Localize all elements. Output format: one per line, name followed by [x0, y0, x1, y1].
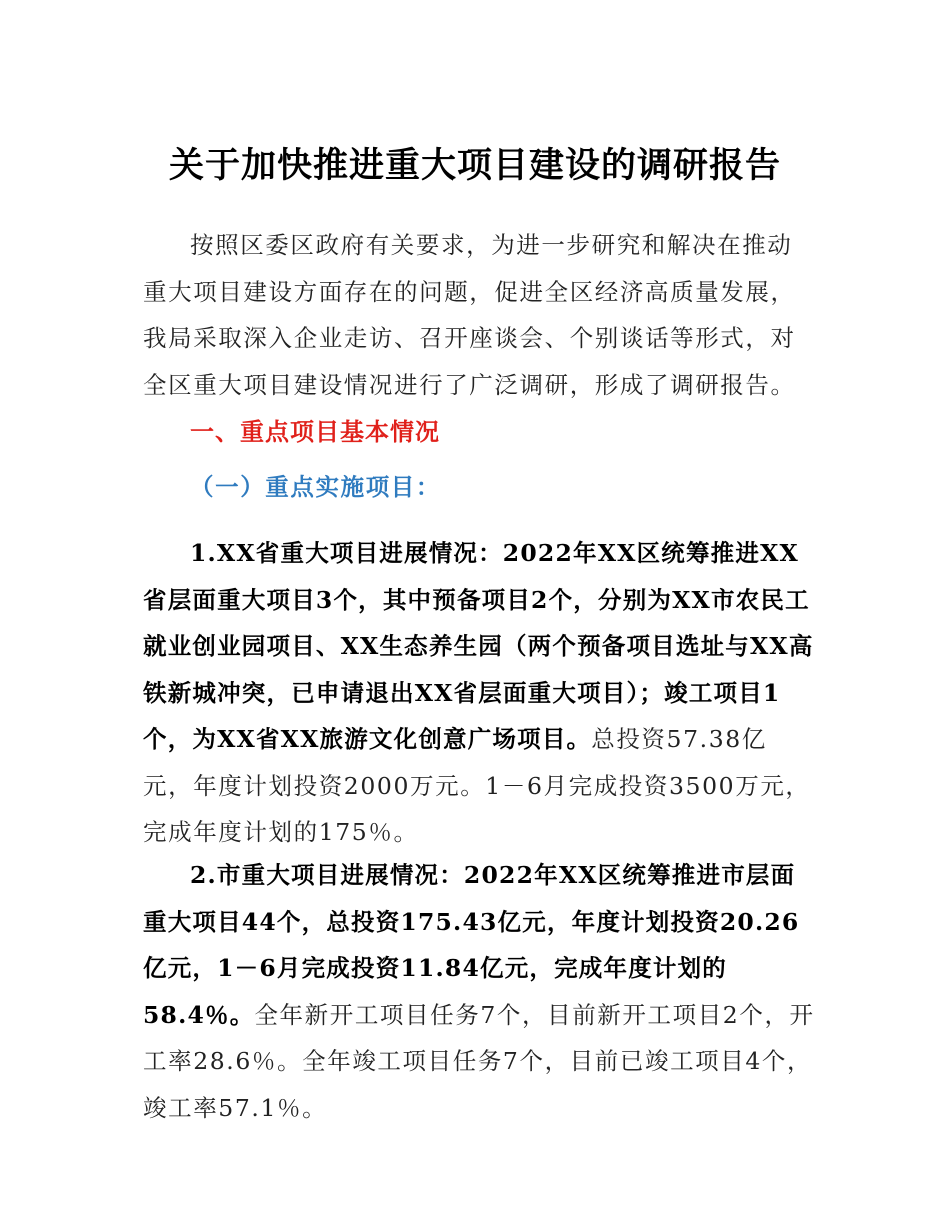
provincial-projects-summary: 1.XX省重大项目进展情况：2022年XX区统筹推进XX省层面重大项目3个，其中预备项目2个，分别为XX市农民工就业创业园项目、XX生态养生园（两个预备项目选址与XX高铁新城冲突，已申请退出XX省层面重大项目）；竣工项目1个，为XX省XX旅游文化创意广场项目。 — [143, 539, 814, 753]
city-projects-progress: 全年新开工项目任务7个，目前新开工项目2个，开工率28.6％。全年竣工项目任务7个，目前已竣工项目4个，竣工率57.1％。 — [143, 1000, 815, 1122]
provincial-projects-investment: 总投资57.38亿元，年度计划投资2000万元。1－6月完成投资3500万元，完成年度计划的175％。 — [143, 725, 811, 846]
city-projects-summary: 2.市重大项目进展情况：2022年XX区统筹推进市层面重大项目44个，总投资175.43亿元，年度计划投资20.26亿元，1－6月完成投资11.84亿元，完成年度计划的58.4％。 — [143, 861, 800, 1029]
subsection-heading-key-projects: （一）重点实施项目： — [190, 473, 441, 501]
document-title: 关于加快推进重大项目建设的调研报告 — [168, 145, 781, 186]
section-heading-basic-situation: 一、重点项目基本情况 — [190, 417, 440, 446]
paragraph-provincial-projects — [143, 530, 815, 856]
intro-paragraph: 按照区委区政府有关要求，为进一步研究和解决在推动重大项目建设方面存在的问题，促进全区经济高质量发展，我局采取深入企业走访、召开座谈会、个别谈话等形式，对全区重大项目建设情况进行了广泛调研，形成了调研报告。 — [143, 231, 796, 399]
paragraph-city-projects — [143, 852, 815, 1131]
